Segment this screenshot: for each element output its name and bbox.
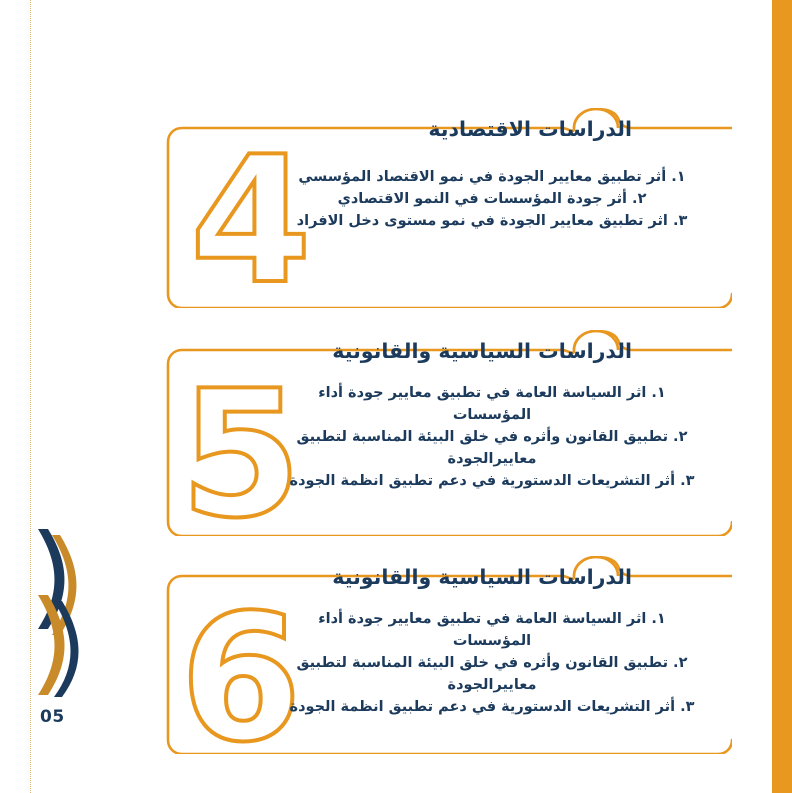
list-item: ٢. تطبيق القانون وأثره في خلق البيئة المناسبة لتطبيق معاييرالجودة	[296, 655, 688, 694]
section-title: الدراسات الاقتصادية	[428, 117, 632, 141]
list-item: ١. اثر السياسة العامة في تطبيق معايير جودة أداء المؤسسات	[318, 385, 666, 424]
list-item: ١. اثر السياسة العامة في تطبيق معايير جودة أداء المؤسسات	[318, 611, 666, 650]
section-item-list	[282, 608, 702, 718]
ribbon-logo	[26, 525, 96, 700]
list-item: ٢. أثر جودة المؤسسات في النمو الاقتصادي	[337, 191, 647, 208]
section-number: 5	[180, 354, 302, 557]
section-number: 6	[180, 578, 302, 781]
list-item: ٣. أثر التشريعات الدستورية في دعم تطبيق انظمة الجودة	[289, 473, 695, 490]
right-margin-bar	[772, 0, 792, 793]
page-number: 05	[40, 707, 65, 727]
section-item-list	[282, 166, 702, 232]
section-number: 4	[190, 120, 312, 323]
list-item: ٢. تطبيق القانون وأثره في خلق البيئة المناسبة لتطبيق معاييرالجودة	[296, 429, 688, 468]
section-title: الدراسات السياسية والقانونية	[332, 339, 632, 363]
section-item-list	[282, 382, 702, 492]
list-item: ٣. اثر تطبيق معايير الجودة في نمو مستوى دخل الافراد	[296, 213, 688, 230]
list-item: ٣. أثر التشريعات الدستورية في دعم تطبيق انظمة الجودة	[289, 699, 695, 716]
list-item: ١. أثر تطبيق معايير الجودة في نمو الاقتصاد المؤسسي	[298, 169, 686, 185]
section-title: الدراسات السياسية والقانونية	[332, 565, 632, 589]
